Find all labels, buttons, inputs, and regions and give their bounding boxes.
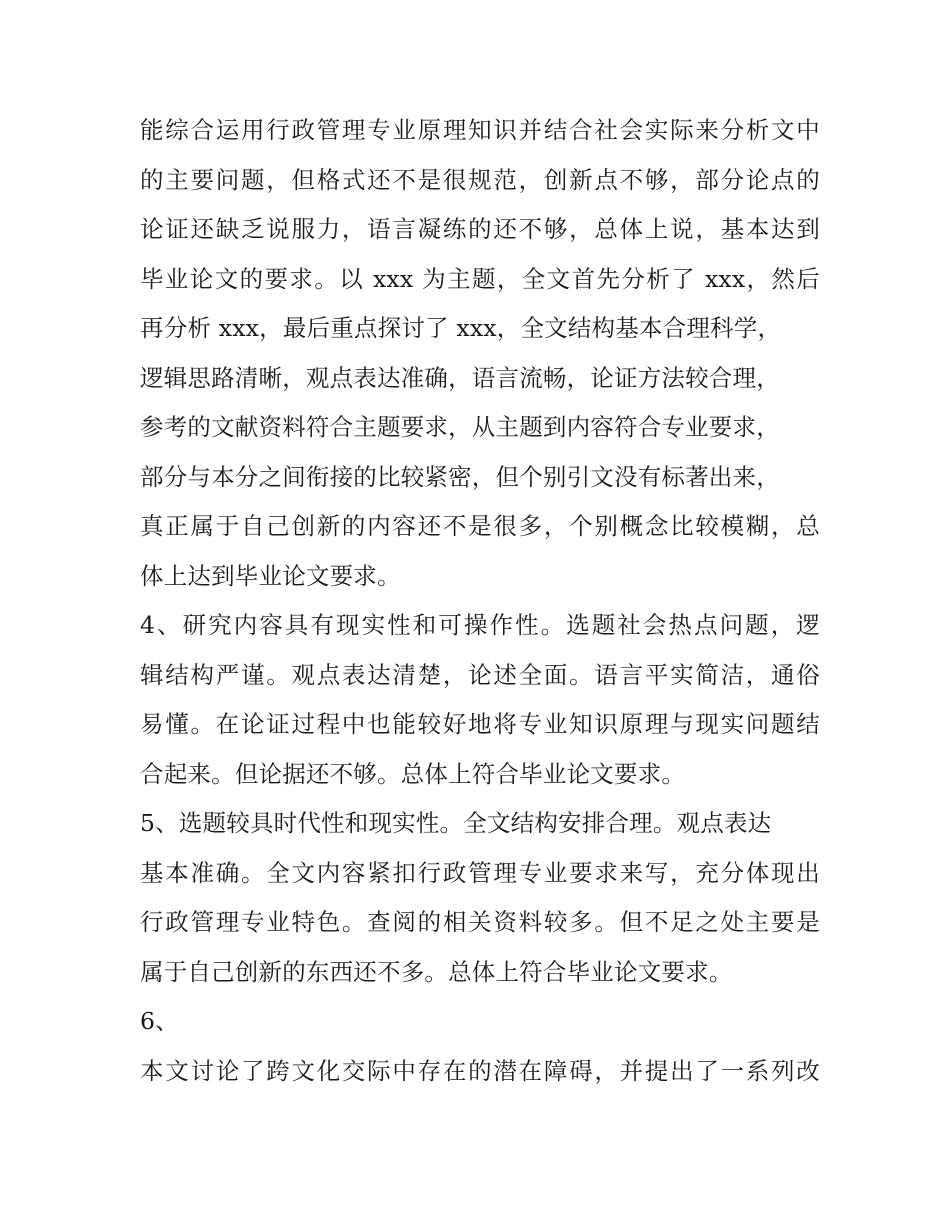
- text-line-17: 行政管理专业特色。查阅的相关资料较多。但不足之处主要是: [140, 908, 820, 936]
- text-line-1: 能综合运用行政管理专业原理知识并结合社会实际来分析文中: [140, 116, 820, 144]
- text-line-6: 逻辑思路清晰，观点表达准确，语言流畅，论证方法较合理，: [140, 363, 780, 392]
- text-line-9: 真正属于自己创新的内容还不是很多，个别概念比较模糊，总: [140, 512, 820, 540]
- text-line-5: 再分析 xxx，最后重点探讨了 xxx，全文结构基本合理科学，: [140, 314, 782, 342]
- text-line-14: 合起来。但论据还不够。总体上符合毕业论文要求。: [140, 759, 686, 788]
- text-line-19: 6、: [140, 1007, 179, 1035]
- text-line-3: 论证还缺乏说服力，语言凝练的还不够，总体上说，基本达到: [140, 215, 820, 243]
- text-line-13: 易懂。在论证过程中也能较好地将专业知识原理与现实问题结: [140, 710, 820, 738]
- text-line-12: 辑结构严谨。观点表达清楚，论述全面。语言平实简洁，通俗: [140, 660, 820, 689]
- text-line-7: 参考的文献资料符合主题要求，从主题到内容符合专业要求，: [140, 413, 780, 441]
- text-line-16: 基本准确。全文内容紧扣行政管理专业要求来写，充分体现出: [140, 858, 820, 887]
- text-line-20: 本文讨论了跨文化交际中存在的潜在障碍，并提出了一系列改: [140, 1056, 820, 1085]
- text-line-18: 属于自己创新的东西还不多。总体上符合毕业论文要求。: [140, 957, 733, 986]
- document-body: [140, 106, 820, 1096]
- text-line-15: 5、选题较具时代性和现实性。全文结构安排合理。观点表达: [140, 809, 772, 837]
- text-line-8: 部分与本分之间衔接的比较紧密，但个别引文没有标著出来，: [140, 462, 780, 491]
- text-line-10: 体上达到毕业论文要求。: [140, 561, 401, 590]
- text-line-4: 毕业论文的要求。以 xxx 为主题，全文首先分析了 xxx，然后: [140, 264, 820, 293]
- text-line-2: 的主要问题，但格式还不是很规范，创新点不够，部分论点的: [140, 165, 820, 194]
- text-line-11: 4、研究内容具有现实性和可操作性。选题社会热点问题，逻: [140, 611, 820, 639]
